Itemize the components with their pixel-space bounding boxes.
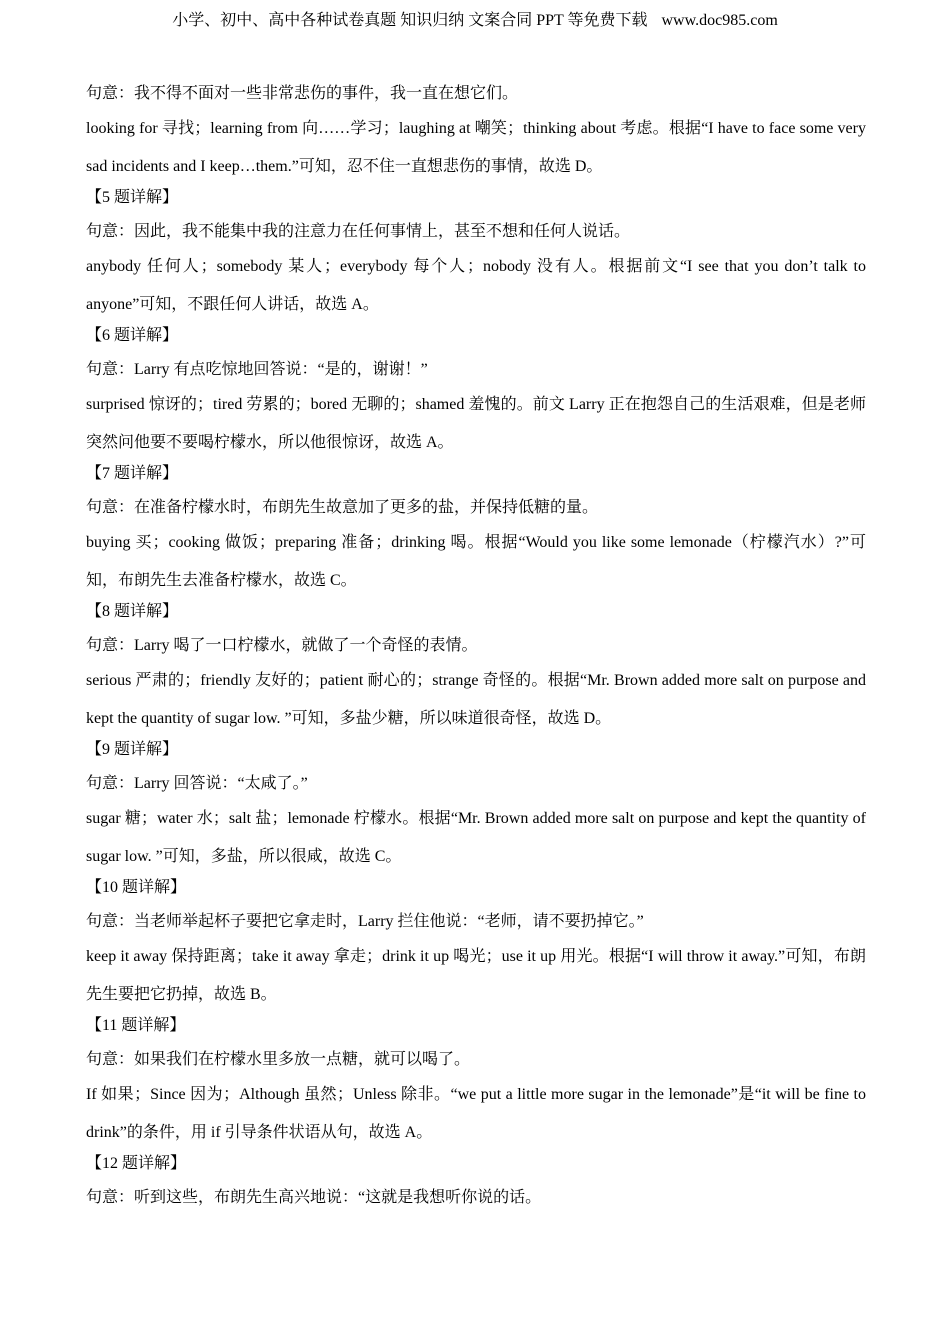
answer-explanations <box>86 82 866 1220</box>
sentence-meaning: 句意：我不得不面对一些非常悲伤的事件，我一直在想它们。 <box>86 85 519 102</box>
sentence-meaning: 句意：在准备柠檬水时，布朗先生故意加了更多的盐，并保持低糖的量。 <box>86 499 599 516</box>
sentence-meaning: 句意：当老师举起杯子要把它拿走时，Larry 拦住他说：“老师，请不要扔掉它。” <box>86 913 644 930</box>
vocabulary-gloss: looking for 寻找；learning from 向……学习；laughing at 嘲笑；thinking about 考虑。根据“I have to face some very sad incidents and I keep…them.”可知，忍不住一直想悲伤的事情，故选 D。 <box>86 120 866 175</box>
sentence-meaning: 句意：Larry 喝了一口柠檬水，就做了一个奇怪的表情。 <box>86 637 478 654</box>
header-site-link[interactable]: www.doc985.com <box>661 12 778 29</box>
question-heading: 【7 题详解】 <box>86 465 179 482</box>
question-heading: 【11 题详解】 <box>86 1017 186 1034</box>
question-heading: 【6 题详解】 <box>86 327 179 344</box>
sentence-meaning: 句意：Larry 有点吃惊地回答说：“是的，谢谢！” <box>86 361 428 378</box>
sentence-meaning: 句意：听到这些，布朗先生高兴地说：“这就是我想听你说的话。 <box>86 1189 542 1206</box>
sentence-meaning: 句意：Larry 回答说：“太咸了。” <box>86 775 308 792</box>
question-heading: 【8 题详解】 <box>86 603 179 620</box>
vocabulary-gloss: anybody 任何人；somebody 某人；everybody 每个人；nobody 没有人。根据前文“I see that you don’t talk to anyone”可知，不跟任何人讲话，故选 A。 <box>86 258 866 313</box>
question-heading: 【9 题详解】 <box>86 741 179 758</box>
page-header <box>0 10 950 32</box>
vocabulary-gloss: surprised 惊讶的；tired 劳累的；bored 无聊的；shamed 羞愧的。前文 Larry 正在抱怨自己的生活艰难，但是老师突然问他要不要喝柠檬水，所以他很惊讶，故选 A。 <box>86 396 866 451</box>
vocabulary-gloss: keep it away 保持距离；take it away 拿走；drink it up 喝光；use it up 用光。根据“I will throw it away.”可知，布朗先生要把它扔掉，故选 B。 <box>86 948 866 1003</box>
vocabulary-gloss: buying 买；cooking 做饭；preparing 准备；drinking 喝。根据“Would you like some lemonade（柠檬汽水）?”可知，布朗先生去准备柠檬水，故选 C。 <box>86 534 866 589</box>
question-heading: 【5 题详解】 <box>86 189 179 206</box>
question-heading: 【10 题详解】 <box>86 879 187 896</box>
vocabulary-gloss: serious 严肃的；friendly 友好的；patient 耐心的；strange 奇怪的。根据“Mr. Brown added more salt on purpose and kept the quantity of sugar low. ”可知，多盐少糖，所以味道很奇怪，故选 D。 <box>86 672 866 727</box>
sentence-meaning: 句意：因此，我不能集中我的注意力在任何事情上，甚至不想和任何人说话。 <box>86 223 631 240</box>
header-title: 小学、初中、高中各种试卷真题 知识归纳 文案合同 PPT 等免费下载 <box>172 12 648 29</box>
vocabulary-gloss: If 如果；Since 因为；Although 虽然；Unless 除非。“we put a little more sugar in the lemonade”是“it will be fine to drink”的条件，用 if 引导条件状语从句，故选 A。 <box>86 1086 866 1141</box>
sentence-meaning: 句意：如果我们在柠檬水里多放一点糖，就可以喝了。 <box>86 1051 471 1068</box>
question-heading: 【12 题详解】 <box>86 1155 187 1172</box>
vocabulary-gloss: sugar 糖；water 水；salt 盐；lemonade 柠檬水。根据“Mr. Brown added more salt on purpose and kept the quantity of sugar low. ”可知，多盐，所以很咸，故选 C。 <box>86 810 866 865</box>
